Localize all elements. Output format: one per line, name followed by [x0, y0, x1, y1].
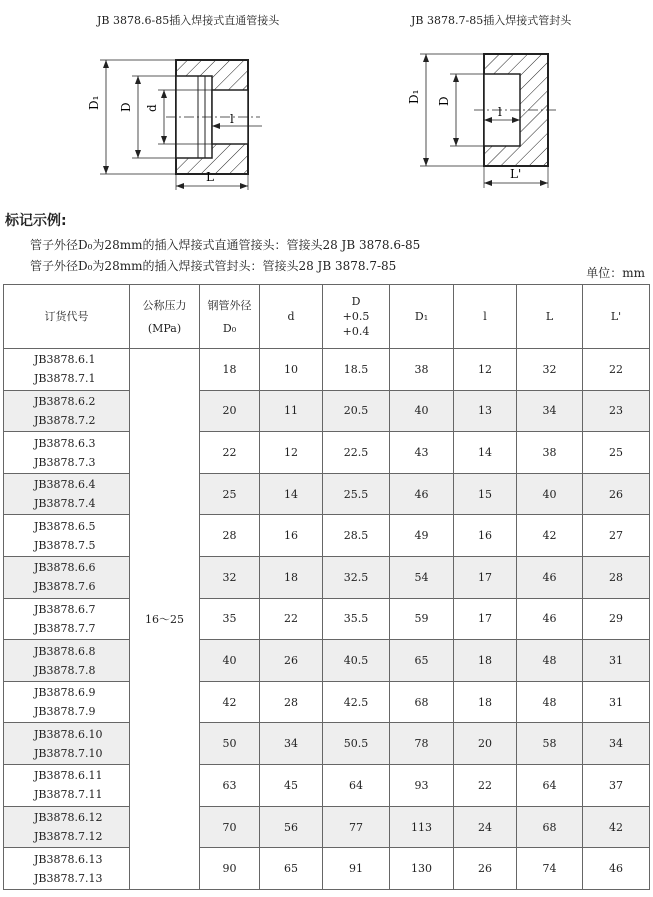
cell-l: 46 — [517, 557, 583, 599]
header-d: d — [260, 285, 323, 349]
table-row — [4, 681, 650, 723]
cell-lp: 42 — [583, 806, 650, 848]
table-row — [4, 806, 650, 848]
cell-d1: 46 — [390, 473, 454, 515]
table-row — [4, 723, 650, 765]
cell-d1: 49 — [390, 515, 454, 557]
cell-l: 68 — [517, 806, 583, 848]
table-row — [4, 640, 650, 682]
cell-d1: 113 — [390, 806, 454, 848]
cell-d1: 38 — [390, 349, 454, 391]
cell-d1: 54 — [390, 557, 454, 599]
cell-d: 40.5 — [323, 640, 390, 682]
cell-do: 63 — [200, 765, 260, 807]
cell-d: 26 — [260, 640, 323, 682]
cell-d: 28.5 — [323, 515, 390, 557]
table-row — [4, 432, 650, 474]
cell-d1: 68 — [390, 681, 454, 723]
table-row — [4, 557, 650, 599]
left-d1-label: D₁ — [87, 95, 101, 110]
cell-lp: 37 — [583, 765, 650, 807]
order-code-cell: JB3878.6.10 JB3878.7.10 — [4, 723, 130, 765]
cell-d: 18 — [260, 557, 323, 599]
cell-d1: 59 — [390, 598, 454, 640]
marking-example-heading: 标记示例: — [5, 213, 67, 229]
cell-l: 58 — [517, 723, 583, 765]
cell-d: 32.5 — [323, 557, 390, 599]
cell-l: 14 — [454, 432, 517, 474]
cell-d: 14 — [260, 473, 323, 515]
cell-do: 20 — [200, 390, 260, 432]
cell-lp: 31 — [583, 681, 650, 723]
table-row — [4, 473, 650, 515]
cell-l: 12 — [454, 349, 517, 391]
cell-do: 40 — [200, 640, 260, 682]
cell-l: 18 — [454, 640, 517, 682]
cell-d: 34 — [260, 723, 323, 765]
cell-lp: 46 — [583, 848, 650, 890]
cell-d1: 43 — [390, 432, 454, 474]
table-row — [4, 390, 650, 432]
cell-l: 42 — [517, 515, 583, 557]
cell-lp: 25 — [583, 432, 650, 474]
order-code-cell: JB3878.6.4 JB3878.7.4 — [4, 473, 130, 515]
cell-d: 16 — [260, 515, 323, 557]
order-code-cell: JB3878.6.2 JB3878.7.2 — [4, 390, 130, 432]
cell-lp: 26 — [583, 473, 650, 515]
specification-table — [3, 284, 650, 890]
left-l-big-label: L — [206, 170, 214, 184]
cell-lp: 28 — [583, 557, 650, 599]
cell-lp: 27 — [583, 515, 650, 557]
right-l-big-label: L' — [510, 167, 522, 181]
cell-lp: 29 — [583, 598, 650, 640]
cell-l: 74 — [517, 848, 583, 890]
pressure-cell: 16～25 — [130, 349, 200, 890]
left-d-outer-label: D — [119, 102, 133, 112]
order-code-cell: JB3878.6.11 JB3878.7.11 — [4, 765, 130, 807]
marking-example-1: 管子外径D₀为28mm的插入焊接式直通管接头：管接头28 JB 3878.6-85 — [30, 238, 421, 252]
order-code-cell: JB3878.6.7 JB3878.7.7 — [4, 598, 130, 640]
cell-l: 32 — [517, 349, 583, 391]
cell-l: 48 — [517, 681, 583, 723]
header-L-prime: L' — [583, 285, 650, 349]
cell-d: 45 — [260, 765, 323, 807]
right-figure-caption: JB 3878.7-85插入焊接式管封头 — [411, 14, 572, 27]
cell-do: 28 — [200, 515, 260, 557]
cell-do: 35 — [200, 598, 260, 640]
cell-l: 34 — [517, 390, 583, 432]
cell-l: 46 — [517, 598, 583, 640]
cell-d: 50.5 — [323, 723, 390, 765]
cell-l: 18 — [454, 681, 517, 723]
cell-d: 77 — [323, 806, 390, 848]
unit-label: 单位：mm — [586, 266, 645, 280]
cell-d: 18.5 — [323, 349, 390, 391]
cell-l: 17 — [454, 598, 517, 640]
cell-l: 15 — [454, 473, 517, 515]
left-l-small-label: l — [230, 112, 234, 126]
order-code-cell: JB3878.6.3 JB3878.7.3 — [4, 432, 130, 474]
cell-do: 50 — [200, 723, 260, 765]
cell-d1: 130 — [390, 848, 454, 890]
marking-example-2: 管子外径D₀为28mm的插入焊接式管封头：管接头28 JB 3878.7-85 — [30, 259, 397, 273]
cell-l: 17 — [454, 557, 517, 599]
cell-l: 20 — [454, 723, 517, 765]
cell-d: 65 — [260, 848, 323, 890]
left-d-inner-label: d — [145, 104, 159, 112]
table-row — [4, 848, 650, 890]
right-d-outer-label: D — [437, 96, 451, 106]
order-code-cell: JB3878.6.5 JB3878.7.5 — [4, 515, 130, 557]
cell-lp: 34 — [583, 723, 650, 765]
header-l: l — [454, 285, 517, 349]
cell-d1: 78 — [390, 723, 454, 765]
order-code-cell: JB3878.6.9 JB3878.7.9 — [4, 681, 130, 723]
table-row — [4, 349, 650, 391]
table-row — [4, 765, 650, 807]
cell-d: 10 — [260, 349, 323, 391]
cell-d: 11 — [260, 390, 323, 432]
order-code-cell: JB3878.6.6 JB3878.7.6 — [4, 557, 130, 599]
cell-lp: 23 — [583, 390, 650, 432]
left-figure-caption: JB 3878.6-85插入焊接式直通管接头 — [97, 14, 280, 27]
cell-d: 35.5 — [323, 598, 390, 640]
cell-d: 91 — [323, 848, 390, 890]
cell-do: 25 — [200, 473, 260, 515]
order-code-cell: JB3878.6.12 JB3878.7.12 — [4, 806, 130, 848]
cell-d: 20.5 — [323, 390, 390, 432]
table-row — [4, 598, 650, 640]
cell-do: 70 — [200, 806, 260, 848]
cell-l: 13 — [454, 390, 517, 432]
cell-l: 48 — [517, 640, 583, 682]
cell-d: 12 — [260, 432, 323, 474]
cell-d: 22 — [260, 598, 323, 640]
cell-l: 40 — [517, 473, 583, 515]
cell-d1: 65 — [390, 640, 454, 682]
cell-do: 18 — [200, 349, 260, 391]
table-row — [4, 515, 650, 557]
cell-do: 32 — [200, 557, 260, 599]
cell-d: 22.5 — [323, 432, 390, 474]
cell-d: 64 — [323, 765, 390, 807]
cell-l: 16 — [454, 515, 517, 557]
cell-do: 22 — [200, 432, 260, 474]
header-code: 订货代号 — [4, 285, 130, 349]
cell-do: 42 — [200, 681, 260, 723]
cell-d: 56 — [260, 806, 323, 848]
cell-d1: 40 — [390, 390, 454, 432]
cell-l: 22 — [454, 765, 517, 807]
cell-lp: 31 — [583, 640, 650, 682]
cell-d: 25.5 — [323, 473, 390, 515]
cell-l: 24 — [454, 806, 517, 848]
cell-d1: 93 — [390, 765, 454, 807]
cell-d: 28 — [260, 681, 323, 723]
right-technical-drawing — [400, 40, 600, 200]
cell-lp: 22 — [583, 349, 650, 391]
header-D1: D₁ — [390, 285, 454, 349]
order-code-cell: JB3878.6.1 JB3878.7.1 — [4, 349, 130, 391]
header-pressure: 公称压力 (MPa) — [130, 285, 200, 349]
order-code-cell: JB3878.6.8 JB3878.7.8 — [4, 640, 130, 682]
header-L: L — [517, 285, 583, 349]
table-header-row — [4, 285, 650, 349]
header-pipe-od: 钢管外径 D₀ — [200, 285, 260, 349]
left-technical-drawing — [80, 40, 280, 200]
right-l-small-label: l — [498, 105, 502, 119]
cell-d: 42.5 — [323, 681, 390, 723]
cell-l: 38 — [517, 432, 583, 474]
header-D: D +0.5 +0.4 — [323, 285, 390, 349]
cell-l: 64 — [517, 765, 583, 807]
order-code-cell: JB3878.6.13 JB3878.7.13 — [4, 848, 130, 890]
cell-do: 90 — [200, 848, 260, 890]
cell-l: 26 — [454, 848, 517, 890]
right-d1-label: D₁ — [407, 89, 421, 104]
